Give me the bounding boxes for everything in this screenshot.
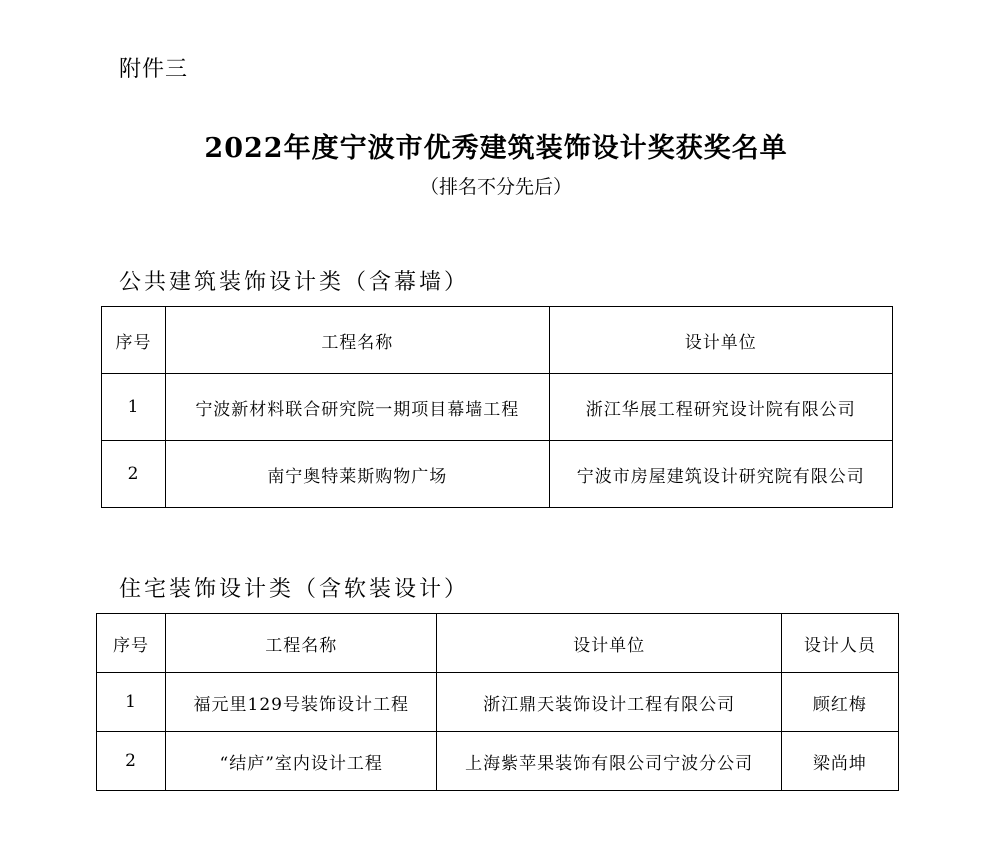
- cell-index: 1: [102, 374, 166, 441]
- cell-index: 2: [102, 441, 166, 508]
- column-header-index: 序号: [102, 307, 166, 374]
- table-row: [102, 374, 893, 441]
- cell-design-unit: 浙江华展工程研究设计院有限公司: [549, 374, 892, 441]
- cell-designer: 梁尚坤: [781, 732, 898, 791]
- cell-design-unit: 浙江鼎天装饰设计工程有限公司: [437, 673, 781, 732]
- table-header-row: [97, 614, 899, 673]
- attachment-label: 附件三: [119, 57, 189, 82]
- section-heading-public-building: 公共建筑装饰设计类（含幕墙）: [119, 270, 470, 295]
- cell-project-name: 福元里129号装饰设计工程: [166, 673, 437, 732]
- column-header-project-name: 工程名称: [166, 307, 549, 374]
- column-header-project-name: 工程名称: [166, 614, 437, 673]
- cell-designer: 顾红梅: [781, 673, 898, 732]
- cell-project-name: 南宁奥特莱斯购物广场: [166, 441, 549, 508]
- cell-project-name: 宁波新材料联合研究院一期项目幕墙工程: [166, 374, 549, 441]
- table-row: [97, 732, 899, 791]
- column-header-design-unit: 设计单位: [437, 614, 781, 673]
- cell-index: 2: [97, 732, 166, 791]
- cell-design-unit: 上海紫苹果装饰有限公司宁波分公司: [437, 732, 781, 791]
- column-header-designer: 设计人员: [781, 614, 898, 673]
- public-building-award-table: [101, 306, 893, 508]
- section-heading-residential: 住宅装饰设计类（含软装设计）: [119, 577, 470, 602]
- table-header-row: [102, 307, 893, 374]
- column-header-design-unit: 设计单位: [549, 307, 892, 374]
- column-header-index: 序号: [97, 614, 166, 673]
- document-title: 2022年度宁波市优秀建筑装饰设计奖获奖名单: [204, 133, 788, 164]
- residential-award-table: [96, 613, 899, 791]
- cell-design-unit: 宁波市房屋建筑设计研究院有限公司: [549, 441, 892, 508]
- cell-project-name: “结庐”室内设计工程: [166, 732, 437, 791]
- document-subtitle: （排名不分先后）: [419, 176, 572, 198]
- table-row: [97, 673, 899, 732]
- cell-index: 1: [97, 673, 166, 732]
- table-row: [102, 441, 893, 508]
